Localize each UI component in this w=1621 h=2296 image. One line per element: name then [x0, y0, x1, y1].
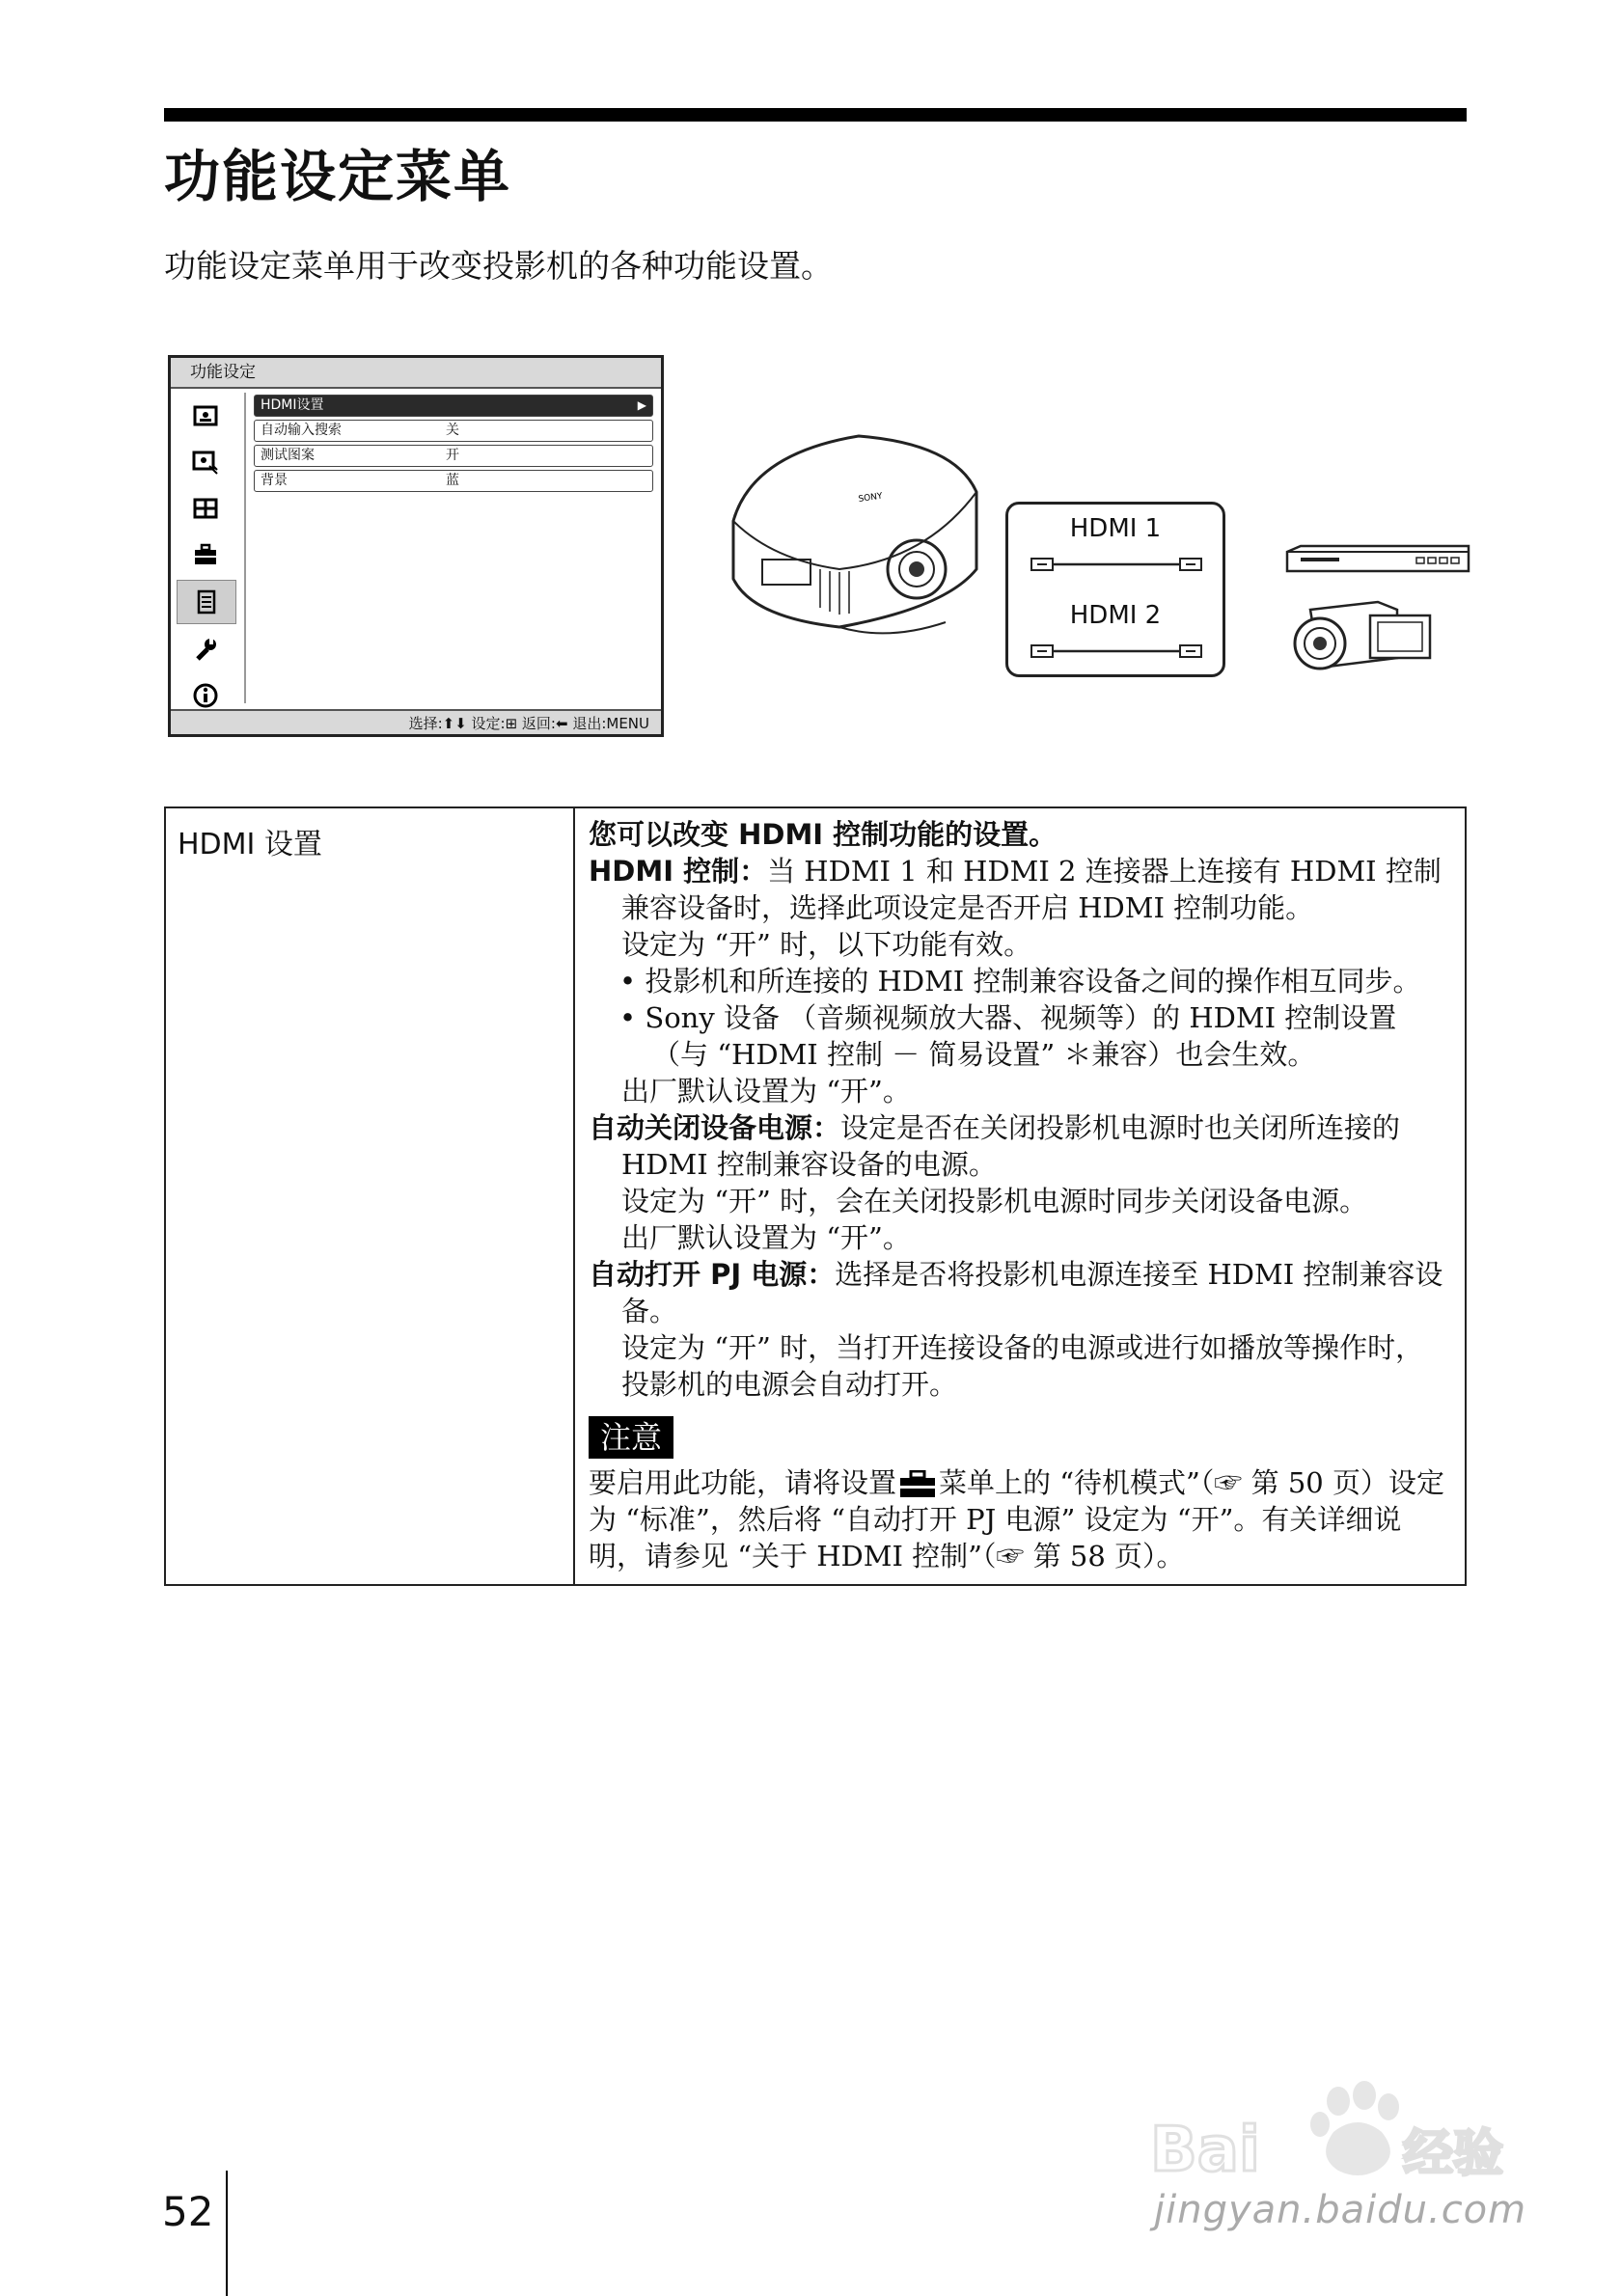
- auto-off-default: 出厂默认设置为 “开”。: [621, 1221, 911, 1254]
- svg-text:经验: 经验: [1403, 2125, 1504, 2183]
- player-device-icon: [1281, 544, 1474, 583]
- hdmi-control-term: HDMI 控制：: [589, 855, 768, 888]
- menu-footer: 选择:⬆⬇ 设定:⊞ 返回:⬅ 退出:MENU: [171, 709, 661, 734]
- setup-toolbox-icon: [177, 533, 234, 576]
- menu-header: 功能设定: [171, 358, 661, 389]
- menu-rows: [254, 395, 653, 495]
- bullet-sync: • 投影机和所连接的 HDMI 控制兼容设备之间的操作相互同步。: [619, 965, 1421, 998]
- screen-icon: [177, 487, 234, 530]
- menu-sidebar: [177, 395, 240, 703]
- hdmi1-cable-icon: [1030, 555, 1203, 574]
- auto-on-text: 选择是否将投影机电源连接至 HDMI 控制兼容设备。: [621, 1258, 1443, 1327]
- chevron-right-icon: ▶: [637, 398, 646, 412]
- menu-row-label: 测试图案: [261, 448, 315, 463]
- page-number: 52: [162, 2188, 214, 2235]
- menu-row-value: 关: [446, 423, 459, 438]
- menu-row-test-pattern: [254, 445, 653, 467]
- brand-label: SONY: [858, 491, 884, 505]
- menu-row-background: [254, 470, 653, 492]
- menu-row-auto-input-search: [254, 420, 653, 442]
- page-title: 功能设定菜单: [164, 144, 512, 209]
- auto-off-term: 自动关闭设备电源：: [589, 1111, 841, 1144]
- auto-on-term: 自动打开 PJ 电源：: [589, 1258, 836, 1291]
- item-description: [574, 807, 1466, 1585]
- menu-screenshot: [168, 355, 664, 737]
- bullet-sony: • Sony 设备 （音频视频放大器、视频等）的 HDMI 控制设置（与 “HDMI 控制 － 简易设置” ＊兼容）也会生效。: [619, 1001, 1397, 1071]
- auto-on-entry: [589, 1256, 1451, 1329]
- hdmi-control-text: 当 HDMI 1 和 HDMI 2 连接器上连接有 HDMI 控制兼容设备时，选择此项设定是否开启 HDMI 控制功能。: [621, 855, 1442, 924]
- advanced-picture-icon: [177, 441, 234, 483]
- page-rule: [226, 2171, 228, 2296]
- hdmi2-label: HDMI 2: [1069, 601, 1162, 630]
- top-rule: [164, 108, 1467, 122]
- menu-row-value: 蓝: [446, 473, 459, 488]
- auto-off-text: 设定是否在关闭投影机电源时也关闭所连接的 HDMI 控制兼容设备的电源。: [621, 1111, 1401, 1181]
- camcorder-icon: [1281, 590, 1445, 677]
- projector-illustration: [714, 424, 1003, 646]
- svg-text:Bai: Bai: [1150, 2115, 1260, 2186]
- note-text: [589, 1464, 1451, 1574]
- note-badge: 注意: [589, 1416, 673, 1459]
- hdmi-control-on: 设定为 “开” 时，以下功能有效。: [621, 928, 1032, 961]
- hdmi-control-entry: [589, 853, 1451, 926]
- desc-intro: 您可以改变 HDMI 控制功能的设置。: [589, 818, 1058, 851]
- note-part1: 要启用此功能，请将设置: [589, 1466, 897, 1499]
- menu-row-label: HDMI设置: [261, 397, 324, 413]
- menu-divider: [244, 393, 246, 703]
- note-part2: 菜单上的 “待机模式”（☞ 第 50 页）设定为 “标准”，然后将 “自动打开 PJ 电源” 设定为 “开”。有关详细说明，请参见 “关于 HDMI 控制”（☞ 第 58 页）。: [589, 1466, 1444, 1572]
- connection-diagram: [714, 424, 1476, 685]
- intro-text: 功能设定菜单用于改变投影机的各种功能设置。: [164, 247, 833, 285]
- table-row: [165, 807, 1466, 1585]
- function-icon: [177, 580, 236, 624]
- menu-row-value: 开: [446, 448, 459, 463]
- menu-row-label: 自动输入搜索: [261, 423, 342, 438]
- auto-off-on: 设定为 “开” 时，会在关闭投影机电源时同步关闭设备电源。: [621, 1185, 1368, 1217]
- auto-off-entry: [589, 1109, 1451, 1183]
- hdmi2-cable-icon: [1030, 642, 1203, 661]
- menu-row-label: 背景: [261, 473, 288, 488]
- item-name: HDMI 设置: [165, 807, 574, 1585]
- hdmi1-label: HDMI 1: [1069, 514, 1162, 543]
- menu-row-hdmi-settings: [254, 395, 653, 417]
- settings-table: [164, 806, 1467, 1586]
- auto-on-on: 设定为 “开” 时，当打开连接设备的电源或进行如播放等操作时，投影机的电源会自动打开。: [621, 1331, 1424, 1401]
- hdmi-control-default: 出厂默认设置为 “开”。: [621, 1075, 911, 1107]
- wrench-icon: [177, 628, 234, 670]
- hdmi-cable-box: [1005, 502, 1225, 677]
- watermark-text: jingyan.baidu.com: [1154, 2188, 1527, 2232]
- picture-icon: [177, 395, 234, 437]
- setup-toolbox-icon: [896, 1470, 939, 1499]
